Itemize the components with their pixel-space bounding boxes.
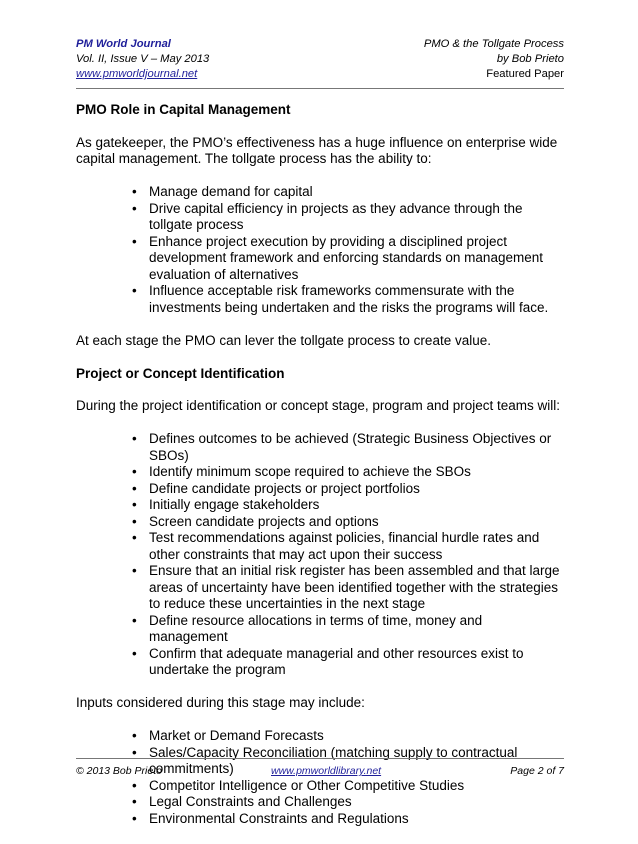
section1-intro: As gatekeeper, the PMO’s effectiveness has a huge influence on enterprise wide capital management. The tollgate process has the ability to: [76, 134, 558, 166]
section2-bullet-list [76, 431, 564, 679]
list-item: • Sales/Capacity Reconciliation (matching supply to contractual commitments) [132, 744, 518, 776]
list-item: • Screen candidate projects and options [132, 513, 379, 529]
journal-info [76, 37, 209, 82]
footer-page-number: Page 2 of 7 [510, 765, 564, 777]
list-item: • Competitor Intelligence or Other Competitive Studies [132, 777, 465, 793]
footer-url-link[interactable]: www.pmworldlibrary.net [271, 765, 382, 777]
article-author: by Bob Prieto [496, 53, 564, 65]
bullet-icon: • [132, 480, 137, 496]
journal-url-link[interactable]: www.pmworldjournal.net [76, 68, 198, 80]
bullet-icon: • [132, 563, 137, 578]
list-item: • Identify minimum scope required to achieve the SBOs [132, 464, 471, 479]
section-heading-concept-identification: Project or Concept Identification [76, 365, 285, 381]
section-heading-pmo-role: PMO Role in Capital Management [76, 102, 291, 117]
bullet-icon: • [132, 233, 137, 249]
list-item: • Confirm that adequate managerial and other resources exist to undertake the program [132, 645, 524, 677]
page-body [76, 102, 564, 844]
bullet-icon: • [132, 810, 137, 826]
article-title: PMO & the Tollgate Process [423, 38, 564, 50]
bullet-icon: • [132, 283, 137, 298]
list-item: • Influence acceptable risk frameworks commensurate with the investments being undertaken and the risks the programs will face. [132, 283, 549, 315]
journal-name-rest: Journal [127, 38, 171, 50]
header-divider [76, 88, 564, 89]
bullet-icon: • [132, 184, 137, 199]
bullet-icon: • [132, 728, 137, 743]
section1-closing: At each stage the PMO can lever the tollgate process to create value. [76, 332, 491, 348]
list-item: • Test recommendations against policies, financial hurdle rates and other constraints that may act upon their success [132, 530, 540, 562]
bullet-icon: • [132, 431, 137, 446]
list-item: • Environmental Constraints and Regulations [132, 810, 409, 826]
bullet-icon: • [132, 513, 137, 529]
bullet-icon: • [132, 744, 137, 760]
list-item: • Legal Constraints and Challenges [132, 794, 352, 809]
journal-name-bold: PM World [76, 38, 128, 50]
list-item: • Initially engage stakeholders [132, 497, 320, 512]
bullet-icon: • [132, 612, 137, 628]
list-item: • Ensure that an initial risk register has been assembled and that large areas of uncertainty have been identified together with the strategies to reduce these uncertainties in the next stage [132, 563, 560, 611]
journal-title [76, 37, 209, 52]
list-item: • Enhance project execution by providing a disciplined project development framework and enforcing standards on management evaluation of alternatives [132, 233, 543, 282]
page-header [76, 37, 564, 87]
issue-line: Vol. II, Issue V – May 2013 [76, 53, 210, 65]
bullet-icon: • [132, 200, 137, 216]
article-category: Featured Paper [486, 68, 564, 80]
section2-intro: During the project identification or concept stage, program and project teams will: [76, 398, 560, 413]
bullet-icon: • [132, 777, 137, 793]
bullet-icon: • [132, 497, 137, 512]
list-item: • Drive capital efficiency in projects as they advance through the tollgate process [132, 200, 523, 232]
footer-copyright: © 2013 Bob Prieto [76, 765, 162, 777]
list-item: • Defines outcomes to be achieved (Strategic Business Objectives or SBOs) [132, 431, 552, 463]
list-item: • Define resource allocations in terms of time, money and management [132, 612, 483, 644]
section1-bullet-list [76, 184, 564, 316]
list-item: • Define candidate projects or project portfolios [132, 480, 420, 496]
list-item: • Manage demand for capital [132, 184, 313, 199]
bullet-icon: • [132, 464, 137, 479]
bullet-icon: • [132, 794, 137, 809]
footer-divider [76, 758, 564, 759]
inputs-intro: Inputs considered during this stage may include: [76, 695, 365, 710]
article-info [424, 37, 564, 82]
bullet-icon: • [132, 530, 137, 545]
bullet-icon: • [132, 645, 137, 661]
list-item: • Market or Demand Forecasts [132, 728, 324, 743]
